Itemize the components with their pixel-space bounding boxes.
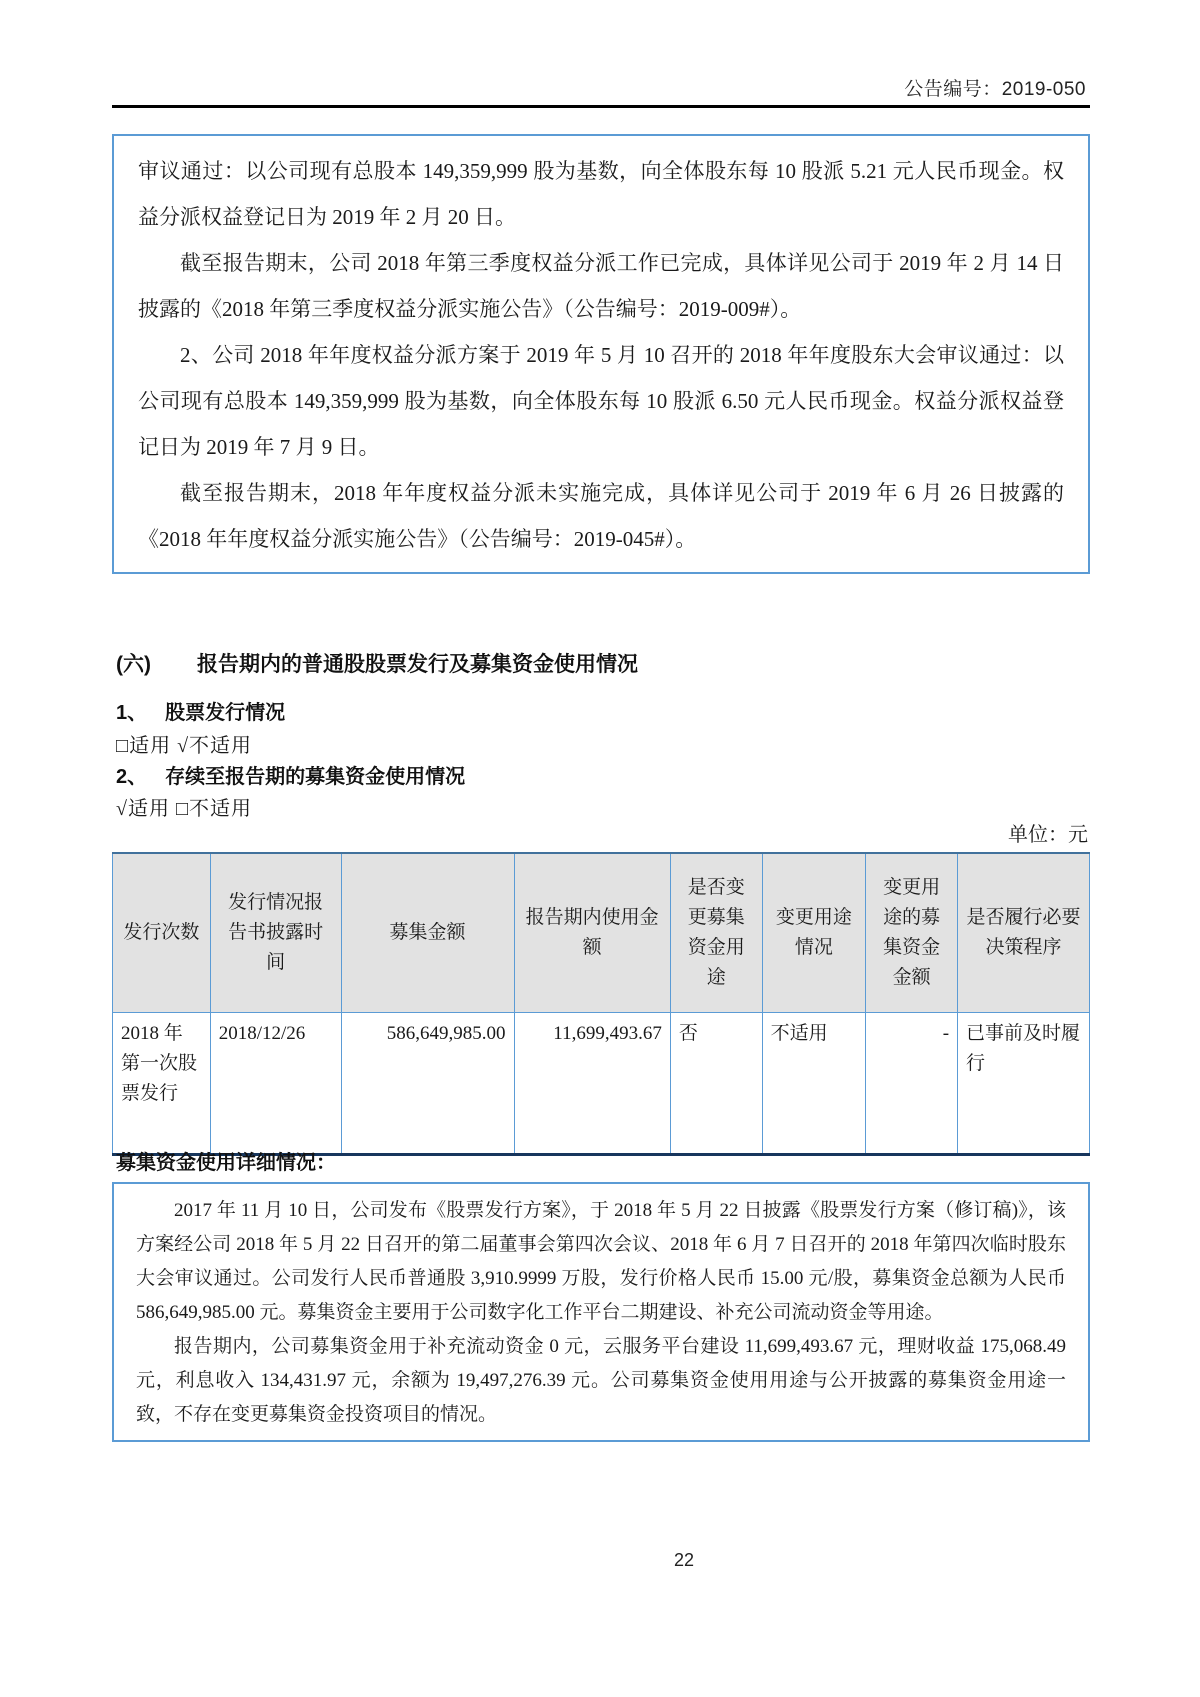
dividend-paragraph: 截至报告期末，2018 年年度权益分派未实施完成，具体详见公司于 2019 年 6 月 26 日披露的《2018 年年度权益分派实施公告》（公告编号：2019-045#）。 [138, 481, 1064, 551]
cell-change-situation: 不适用 [762, 1013, 866, 1155]
usage-detail-heading: 募集资金使用详细情况： [116, 1152, 336, 1174]
dividend-distribution-box [112, 134, 1090, 574]
cell-purpose-changed: 否 [670, 1013, 762, 1155]
dividend-paragraph: 2、公司 2018 年年度权益分派方案于 2019 年 5 月 10 召开的 2018 年年度股东大会审议通过：以公司现有总股本 149,359,999 股为基数，向全体股东每 10 股派 6.50 元人民币现金。权益分派权益登记日为 2019 年 7 月 9 日。 [138, 343, 1064, 459]
header-raised-amount: 募集金额 [341, 853, 514, 1013]
cell-raised-amount: 586,649,985.00 [341, 1013, 514, 1155]
cell-issue-number: 2018 年第一次股票发行 [113, 1013, 211, 1155]
item-2-number: 2、 [116, 766, 148, 788]
item-2-title: 存续至报告期的募集资金使用情况 [165, 766, 466, 788]
cell-disclosure-date: 2018/12/26 [210, 1013, 341, 1155]
dividend-paragraph: 截至报告期末，公司 2018 年第三季度权益分派工作已完成，具体详见公司于 2019 年 2 月 14 日披露的《2018 年第三季度权益分派实施公告》（公告编号：2019-009#）。 [138, 251, 1064, 321]
cell-used-amount: 11,699,493.67 [514, 1013, 670, 1155]
header-rule [112, 105, 1090, 108]
header-decision-procedure: 是否履行必要决策程序 [958, 853, 1090, 1013]
usage-detail-box [112, 1182, 1090, 1442]
section-six-title: 报告期内的普通股股票发行及募集资金使用情况 [197, 653, 638, 676]
item-1-applicability: □适用 √不适用 [116, 735, 253, 757]
table-header-row [113, 853, 1090, 1013]
section-six-heading [116, 648, 638, 678]
header-change-situation: 变更用途情况 [762, 853, 866, 1013]
item-1-stock-issuance-heading [116, 696, 285, 725]
cell-decision-procedure: 已事前及时履行 [958, 1013, 1090, 1155]
section-six-index: (六) [116, 653, 151, 676]
announcement-number: 公告编号：2019-050 [904, 79, 1086, 100]
header-disclosure-date: 发行情况报告书披露时间 [210, 853, 341, 1013]
item-1-number: 1、 [116, 702, 148, 724]
fundraising-table [112, 852, 1090, 1156]
header-used-amount: 报告期内使用金额 [514, 853, 670, 1013]
item-2-applicability: √适用 □不适用 [116, 798, 253, 820]
cell-changed-amount: - [866, 1013, 958, 1155]
header-purpose-changed: 是否变更募集资金用途 [670, 853, 762, 1013]
table-row [113, 1013, 1090, 1155]
header-issue-number: 发行次数 [113, 853, 211, 1013]
item-2-fund-usage-heading [116, 760, 465, 789]
dividend-paragraph: 审议通过：以公司现有总股本 149,359,999 股为基数，向全体股东每 10 股派 5.21 元人民币现金。权益分派权益登记日为 2019 年 2 月 20 日。 [138, 159, 1064, 229]
item-1-title: 股票发行情况 [165, 702, 286, 724]
usage-detail-paragraph: 报告期内，公司募集资金用于补充流动资金 0 元，云服务平台建设 11,699,493.67 元，理财收益 175,068.49 元，利息收入 134,431.97 元，余额为 19,497,276.39 元。公司募集资金使用用途与公开披露的募集资金用途一致，不存在变更募集资金投资项目的情况。 [136, 1336, 1066, 1425]
usage-detail-paragraph: 2017 年 11 月 10 日，公司发布《股票发行方案》，于 2018 年 5 月 22 日披露《股票发行方案（修订稿)》，该方案经公司 2018 年 5 月 22 日召开的第二届董事会第四次会议、2018 年 6 月 7 日召开的 2018 年第四次临时股东大会审议通过。公司发行人民币普通股 3,910.9999 万股，发行价格人民币 15.00 元/股，募集资金总额为人民币 586,649,985.00 元。募集资金主要用于公司数字化工作平台二期建设、补充公司流动资金等用途。 [136, 1200, 1066, 1323]
header-changed-amount: 变更用途的募集资金金额 [866, 853, 958, 1013]
unit-label: 单位：元 [1008, 824, 1088, 846]
page-number: 22 [674, 1550, 695, 1570]
